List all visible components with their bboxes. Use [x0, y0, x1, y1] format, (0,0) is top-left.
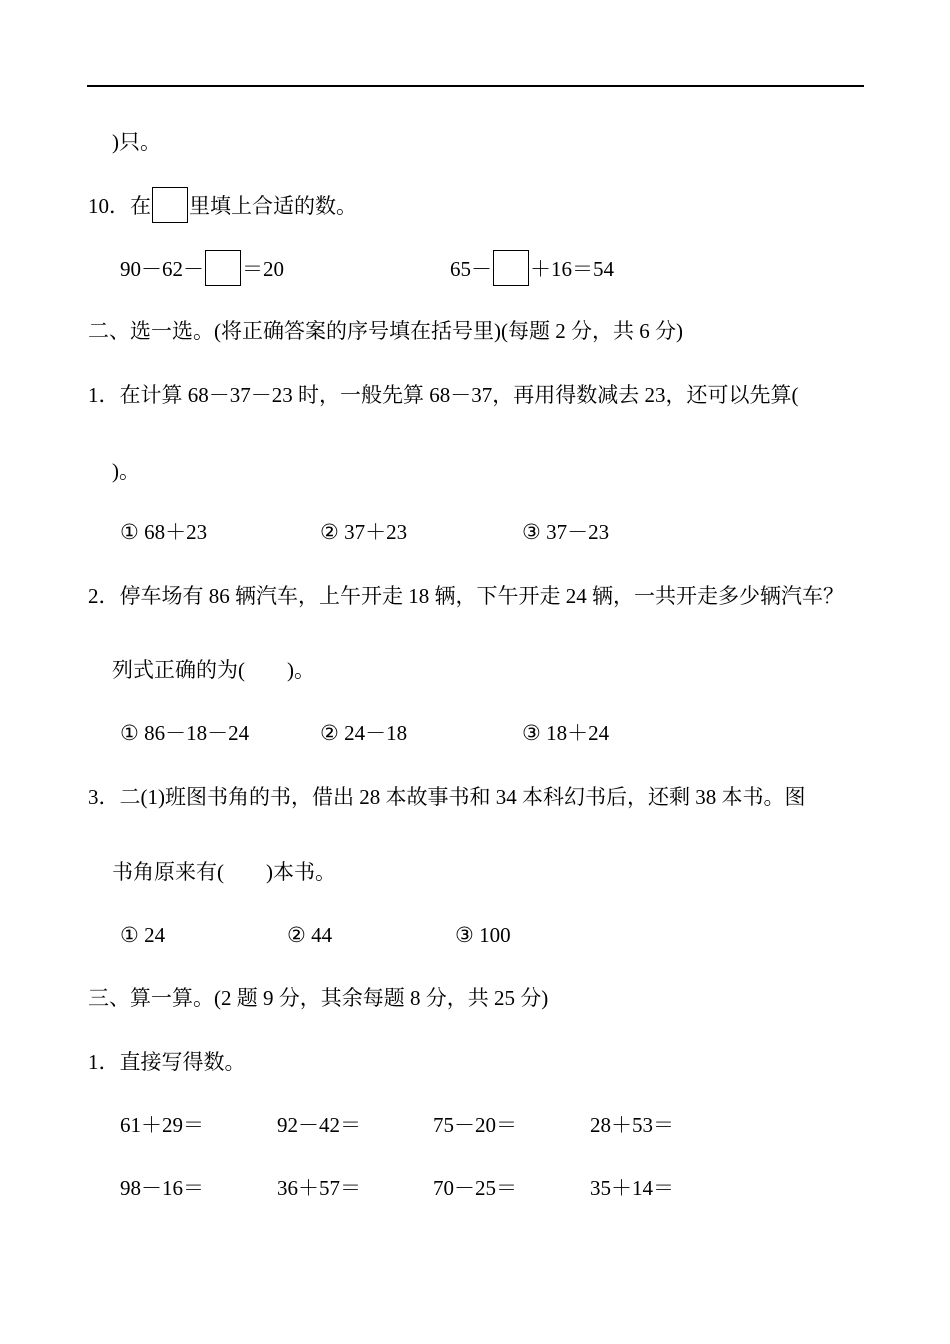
calc-item: 92－42＝ — [277, 1113, 361, 1137]
prompt-text: )本书。 — [266, 860, 336, 884]
prompt-text: 里填上合适的数。 — [189, 193, 357, 218]
choice-question-2-blank — [112, 656, 315, 684]
question-10-prompt — [88, 190, 357, 218]
option-1: ① 24 — [120, 923, 166, 947]
header-rule — [87, 85, 864, 87]
answer-box-example — [152, 187, 188, 223]
calc-item: 70－25＝ — [433, 1176, 517, 1200]
option-3: ③ 37－23 — [522, 520, 610, 544]
calc-item: 36＋57＝ — [277, 1176, 361, 1200]
prompt-text: 书角原来有( — [112, 860, 224, 884]
calc-item: 61＋29＝ — [120, 1113, 204, 1137]
choice-question-1: 1．在计算 68－37－23 时，一般先算 68－37，再用得数减去 23，还可以先算( — [88, 383, 799, 407]
option-3: ③ 100 — [455, 923, 511, 947]
answer-box[interactable] — [493, 250, 529, 286]
section-3-title: 三、算一算。(2 题 9 分，其余每题 8 分，共 25 分) — [88, 986, 549, 1010]
option-2: ② 44 — [287, 923, 333, 947]
prompt-text: 在 — [130, 193, 151, 218]
calc-question-1: 1．直接写得数。 — [88, 1050, 246, 1074]
previous-question-tail: )只。 — [112, 130, 161, 154]
calc-item: 98－16＝ — [120, 1176, 204, 1200]
choice-question-2: 2．停车场有 86 辆汽车，上午开走 18 辆，下午开走 24 辆，一共开走多少辆汽车？ — [88, 584, 844, 608]
equation-2 — [450, 253, 614, 281]
question-number: 10． — [88, 193, 130, 218]
choice-question-3: 3．二(1)班图书角的书，借出 28 本故事书和 34 本科幻书后，还剩 38 本书。图 — [88, 785, 806, 809]
choice-question-1-blank: )。 — [112, 459, 140, 483]
equation-1 — [120, 253, 284, 281]
calc-item: 28＋53＝ — [590, 1113, 674, 1137]
option-1: ① 86－18－24 — [120, 721, 250, 745]
option-2: ② 37＋23 — [320, 520, 408, 544]
answer-box[interactable] — [205, 250, 241, 286]
equation-part: ＋16＝54 — [530, 256, 614, 281]
equation-part: 90－62－ — [120, 256, 204, 281]
choice-question-3-blank — [112, 858, 336, 886]
prompt-text: )。 — [287, 658, 315, 682]
calc-item: 75－20＝ — [433, 1113, 517, 1137]
prompt-text: 列式正确的为( — [112, 658, 245, 682]
section-2-title: 二、选一选。(将正确答案的序号填在括号里)(每题 2 分，共 6 分) — [88, 319, 683, 343]
calc-item: 35＋14＝ — [590, 1176, 674, 1200]
option-2: ② 24－18 — [320, 721, 408, 745]
option-3: ③ 18＋24 — [522, 721, 610, 745]
equation-part: ＝20 — [242, 256, 284, 281]
option-1: ① 68＋23 — [120, 520, 208, 544]
equation-part: 65－ — [450, 256, 492, 281]
